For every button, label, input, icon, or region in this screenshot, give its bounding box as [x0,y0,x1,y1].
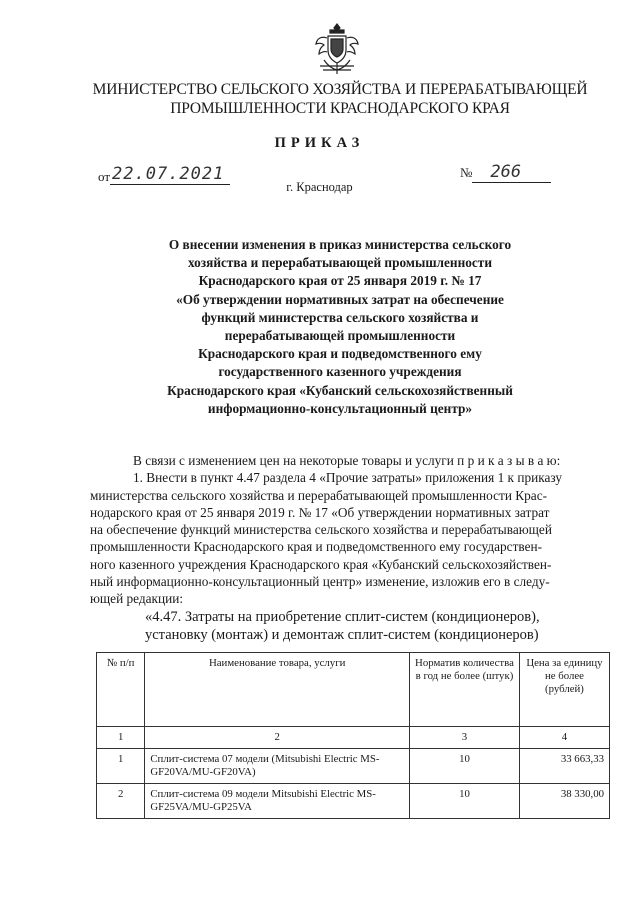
header-quantity: Норматив количества в год не более (штук) [410,653,520,727]
index-cell: 3 [410,727,520,749]
ministry-name-line2: ПРОМЫШЛЕННОСТИ КРАСНОДАРСКОГО КРАЯ [170,100,510,117]
intro-line: В связи с изменением цен на некоторые товары и услуги п р и к а з ы в а ю: [133,453,561,468]
index-cell: 1 [97,727,145,749]
row-price: 38 330,00 [519,784,609,819]
header-name: Наименование товара, услуги [145,653,410,727]
title-line: Краснодарского края «Кубанский сельскохозяйственный [167,382,513,398]
number-prefix: № [460,165,473,180]
row-number: 2 [97,784,145,819]
document-body [90,452,610,644]
title-line: хозяйства и перерабатывающей промышленности [188,255,492,271]
date-value: 22.07.2021 [110,164,230,185]
table-row [97,749,610,784]
table-header-row [97,653,610,727]
date-prefix: от [98,169,111,184]
row-name: Сплит-система 07 модели (Mitsubishi Electric MS-GF20VA/MU-GF20VA) [145,749,410,784]
header-price: Цена за единицу не более (рублей) [519,653,609,727]
row-number: 1 [97,749,145,784]
paragraph-line: на обеспечение функций министерства сельского хозяйства и перерабатывающей [90,522,552,538]
row-quantity: 10 [410,784,520,819]
table-row [97,784,610,819]
items-table [96,652,610,819]
table-index-row [97,727,610,749]
paragraph-line: ющей редакции: [90,591,184,607]
document-title [100,236,580,418]
row-price: 33 663,33 [519,749,609,784]
title-line: «Об утверждении нормативных затрат на обеспечение [176,291,504,307]
index-cell: 4 [519,727,609,749]
paragraph-line: промышленности Краснодарского края и подведомственного ему государствен- [90,539,543,555]
row-name: Сплит-система 09 модели Mitsubishi Electric MS-GF25VA/MU-GP25VA [145,784,410,819]
title-line: функций министерства сельского хозяйства и [201,309,479,325]
paragraph-line: ного казенного учреждения Краснодарского края «Кубанский сельскохозяйствен- [90,556,552,572]
title-line: информационно-консультационный центр» [207,400,473,416]
paragraph-line: нодарского края от 25 января 2019 г. № 17 «Об утверждении нормативных затрат [90,504,550,520]
title-line: перерабатывающей промышленности [224,328,456,344]
paragraph-line: 1. Внести в пункт 4.47 раздела 4 «Прочие затраты» приложения 1 к приказу [133,470,563,486]
quote-line: установку (монтаж) и демонтаж сплит-систем (кондиционеров) [145,626,539,643]
number-value: 266 [472,162,551,183]
row-quantity: 10 [410,749,520,784]
header-number: № п/п [97,653,145,727]
title-line: О внесении изменения в приказ министерства сельского [168,237,512,252]
paragraph-line: ный информационно-консультационный центр» изменение, изложив его в следу- [90,574,550,590]
city: г. Краснодар [286,180,353,194]
ministry-header [60,80,620,118]
index-cell: 2 [145,727,410,749]
coat-of-arms-icon [314,20,360,76]
paragraph-line: министерства сельского хозяйства и перерабатывающей промышленности Крас- [90,487,548,503]
title-line: Краснодарского края и подведомственного ему [198,346,482,362]
title-line: Краснодарского края от 25 января 2019 г. № 17 [198,273,482,289]
title-line: государственного казенного учреждения [218,364,462,380]
quote-line: «4.47. Затраты на приобретение сплит-систем (кондиционеров), [145,608,540,625]
document-type: ПРИКАЗ [274,135,365,151]
ministry-name-line1: МИНИСТЕРСТВО СЕЛЬСКОГО ХОЗЯЙСТВА И ПЕРЕРАБАТЫВАЮЩЕЙ [92,81,588,98]
